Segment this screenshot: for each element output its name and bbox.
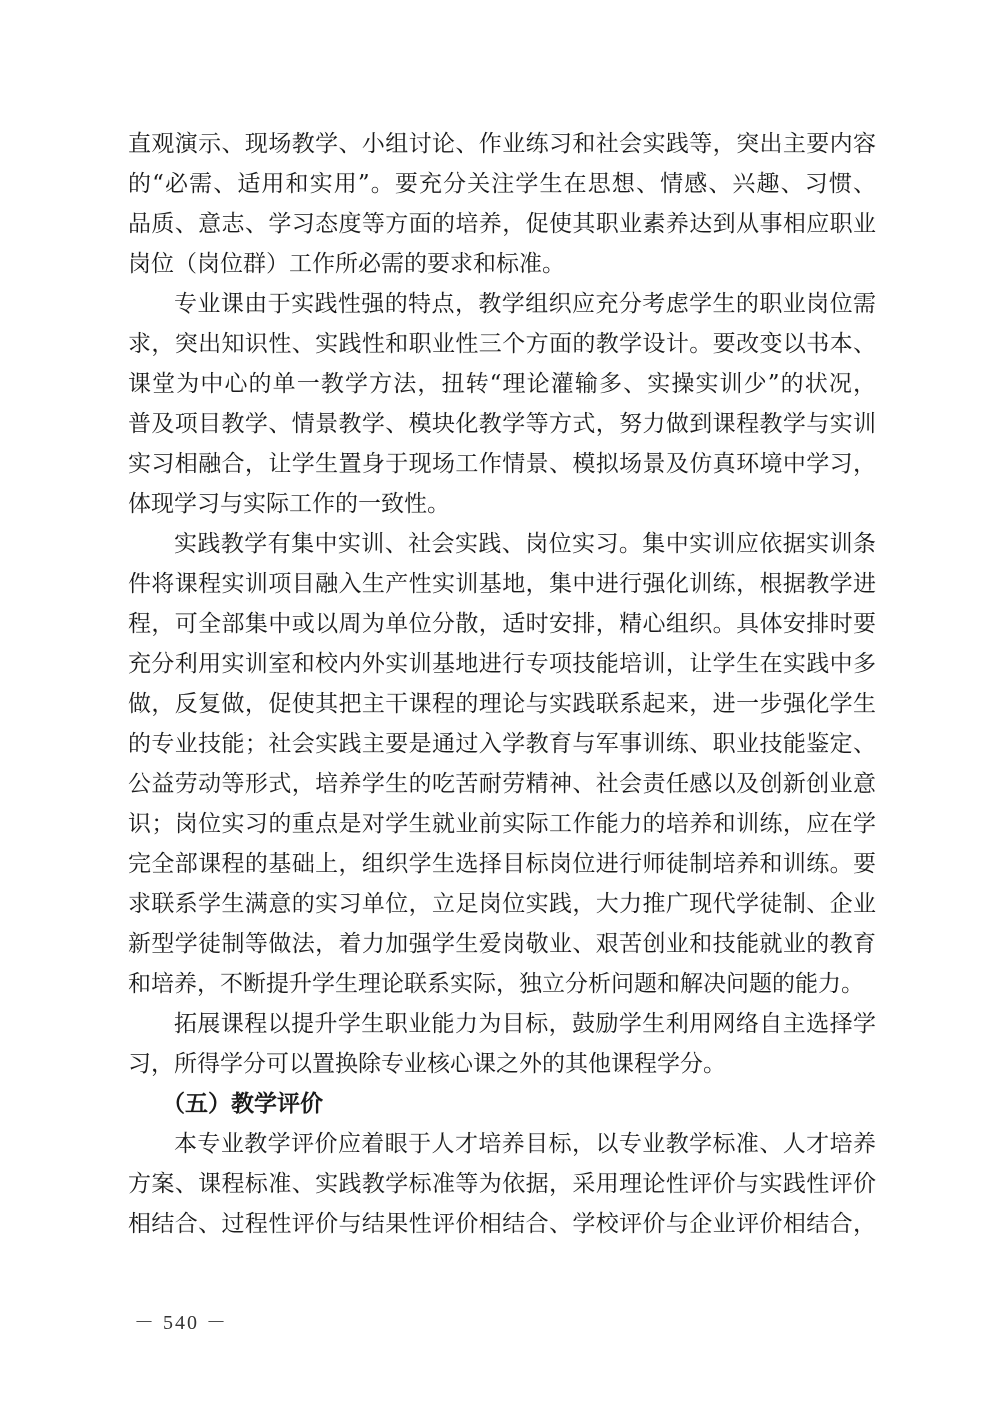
paragraph-line: 普及项目教学、情景教学、模块化教学等方式，努力做到课程教学与实训 bbox=[128, 411, 876, 437]
paragraph-line: 方案、课程标准、实践教学标准等为依据，采用理论性评价与实践性评价 bbox=[128, 1171, 876, 1197]
section-heading: （五）教学评价 bbox=[162, 1091, 323, 1117]
document-body bbox=[128, 124, 876, 1244]
paragraph-line: 完全部课程的基础上，组织学生选择目标岗位进行师徒制培养和训练。要 bbox=[128, 851, 876, 877]
paragraph-line: 新型学徒制等做法，着力加强学生爱岗敬业、艰苦创业和技能就业的教育 bbox=[128, 931, 876, 957]
paragraph-line: 实践教学有集中实训、社会实践、岗位实习。集中实训应依据实训条 bbox=[174, 531, 876, 557]
page-number: － 540 － bbox=[134, 1312, 228, 1334]
paragraph-line: 件将课程实训项目融入生产性实训基地，集中进行强化训练，根据教学进 bbox=[128, 571, 876, 597]
paragraph-line: 程，可全部集中或以周为单位分散，适时安排，精心组织。具体安排时要 bbox=[128, 611, 876, 637]
paragraph-line: 的“必需、适用和实用”。要充分关注学生在思想、情感、兴趣、习惯、 bbox=[128, 171, 876, 197]
paragraph-line: 做，反复做，促使其把主干课程的理论与实践联系起来，进一步强化学生 bbox=[128, 691, 876, 717]
paragraph-line: 课堂为中心的单一教学方法，扭转“理论灌输多、实操实训少”的状况， bbox=[128, 371, 876, 397]
paragraph-line: 求，突出知识性、实践性和职业性三个方面的教学设计。要改变以书本、 bbox=[128, 331, 876, 357]
paragraph-line: 习，所得学分可以置换除专业核心课之外的其他课程学分。 bbox=[128, 1051, 726, 1077]
paragraph-5 bbox=[128, 1124, 876, 1244]
paragraph-line: 充分利用实训室和校内外实训基地进行专项技能培训，让学生在实践中多 bbox=[128, 651, 876, 677]
paragraph-line: 直观演示、现场教学、小组讨论、作业练习和社会实践等，突出主要内容 bbox=[128, 131, 876, 157]
paragraph-line: 本专业教学评价应着眼于人才培养目标，以专业教学标准、人才培养 bbox=[174, 1131, 876, 1157]
paragraph-line: 实习相融合，让学生置身于现场工作情景、模拟场景及仿真环境中学习， bbox=[128, 451, 876, 477]
paragraph-line: 识；岗位实习的重点是对学生就业前实际工作能力的培养和训练，应在学 bbox=[128, 811, 876, 837]
paragraph-line: 岗位（岗位群）工作所必需的要求和标准。 bbox=[128, 251, 565, 277]
paragraph-line: 求联系学生满意的实习单位，立足岗位实践，大力推广现代学徒制、企业 bbox=[128, 891, 876, 917]
paragraph-line: 的专业技能；社会实践主要是通过入学教育与军事训练、职业技能鉴定、 bbox=[128, 731, 876, 757]
paragraph-4 bbox=[128, 1004, 876, 1084]
paragraph-3 bbox=[128, 524, 876, 1004]
paragraph-line: 和培养，不断提升学生理论联系实际，独立分析问题和解决问题的能力。 bbox=[128, 971, 864, 997]
paragraph-line: 拓展课程以提升学生职业能力为目标，鼓励学生利用网络自主选择学 bbox=[174, 1011, 876, 1037]
paragraph-line: 体现学习与实际工作的一致性。 bbox=[128, 491, 450, 517]
paragraph-line: 公益劳动等形式，培养学生的吃苦耐劳精神、社会责任感以及创新创业意 bbox=[128, 771, 876, 797]
paragraph-2 bbox=[128, 284, 876, 524]
paragraph-line: 相结合、过程性评价与结果性评价相结合、学校评价与企业评价相结合， bbox=[128, 1211, 876, 1237]
paragraph-line: 专业课由于实践性强的特点，教学组织应充分考虑学生的职业岗位需 bbox=[174, 291, 876, 317]
paragraph-line: 品质、意志、学习态度等方面的培养，促使其职业素养达到从事相应职业 bbox=[128, 211, 876, 237]
paragraph-1 bbox=[128, 124, 876, 284]
